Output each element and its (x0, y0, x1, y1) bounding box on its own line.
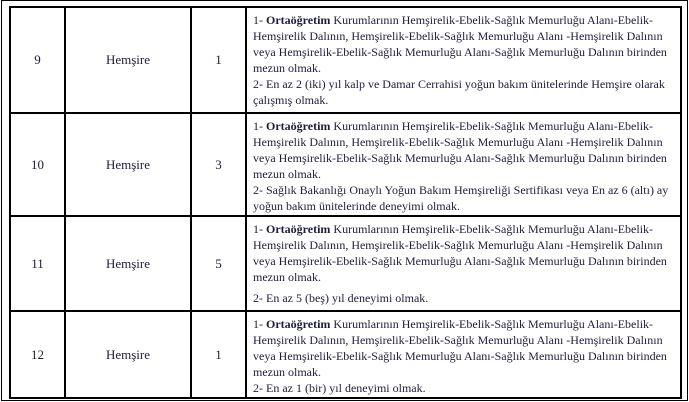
cell-requirements (246, 113, 681, 216)
requirement-1-number: 1- (253, 222, 266, 236)
requirements-wrap (253, 316, 673, 393)
requirements-wrap (253, 12, 673, 108)
requirement-2: 2- En az 1 (bir) yıl deneyimi olmak. (253, 381, 426, 395)
requirement-1-bold-term: Ortaöğretim (266, 317, 331, 331)
cell-position-title: Hemşire (65, 7, 191, 113)
requirement-1 (253, 118, 673, 182)
requirement-1-text: Kurumlarının Hemşirelik-Ebelik-Sağlık Memurluğu Alanı-Ebelik-Hemşirelik Dalının, Hemşirelik-Ebelik-Sağlık Memurluğu Alanı -Hemşirelik Dalının veya Hemşirelik-Ebelik-Sağlık Memurluğu Alanı-Sağlık Memurluğu Dalının birinden mezun olmak. (253, 13, 667, 75)
job-requirements-table (9, 6, 682, 399)
requirement-1-bold-term: Ortaöğretim (266, 222, 331, 236)
cell-position-title: Hemşire (65, 113, 191, 216)
cell-row-number: 12 (10, 311, 65, 398)
requirement-1-number: 1- (253, 119, 266, 133)
requirement-1-text: Kurumlarının Hemşirelik-Ebelik-Sağlık Memurluğu Alanı-Ebelik-Hemşirelik Dalının, Hemşirelik-Ebelik-Sağlık Memurluğu Alanı -Hemşirelik Dalının veya Hemşirelik-Ebelik-Sağlık Memurluğu Alanı-Sağlık Memurluğu Dalının birinden mezun olmak. (253, 222, 667, 284)
cell-position-count: 3 (191, 113, 246, 216)
table-row (10, 113, 681, 216)
page-frame (1, 0, 688, 401)
requirement-1-bold-term: Ortaöğretim (266, 119, 331, 133)
table-row (10, 216, 681, 311)
table-row (10, 7, 681, 113)
requirement-2: 2- En az 2 (iki) yıl kalp ve Damar Cerrahisi yoğun bakım ünitelerinde Hemşire olarak çalışmış olmak. (253, 77, 665, 107)
requirement-1-number: 1- (253, 13, 266, 27)
cell-position-count: 1 (191, 7, 246, 113)
requirement-1 (253, 221, 673, 285)
requirement-1-text: Kurumlarının Hemşirelik-Ebelik-Sağlık Memurluğu Alanı-Ebelik-Hemşirelik Dalının, Hemşirelik-Ebelik-Sağlık Memurluğu Alanı -Hemşirelik Dalının veya Hemşirelik-Ebelik-Sağlık Memurluğu Alanı-Sağlık Memurluğu Dalının birinden mezun olmak. (253, 317, 667, 379)
requirement-2: 2- En az 5 (beş) yıl deneyimi olmak. (253, 291, 429, 305)
cell-requirements (246, 7, 681, 113)
cell-requirements (246, 216, 681, 311)
requirement-1 (253, 316, 673, 380)
requirement-1-text: Kurumlarının Hemşirelik-Ebelik-Sağlık Memurluğu Alanı-Ebelik-Hemşirelik Dalının, Hemşirelik-Ebelik-Sağlık Memurluğu Alanı -Hemşirelik Dalının veya Hemşirelik-Ebelik-Sağlık Memurluğu Alanı-Sağlık Memurluğu Dalının birinden mezun olmak. (253, 119, 667, 181)
table-body (10, 7, 681, 398)
table-row (10, 311, 681, 398)
requirements-wrap (253, 118, 673, 211)
requirement-1-bold-term: Ortaöğretim (266, 13, 331, 27)
cell-row-number: 10 (10, 113, 65, 216)
cell-position-count: 1 (191, 311, 246, 398)
cell-row-number: 11 (10, 216, 65, 311)
cell-position-title: Hemşire (65, 216, 191, 311)
cell-position-title: Hemşire (65, 311, 191, 398)
requirements-wrap (253, 221, 673, 306)
cell-position-count: 5 (191, 216, 246, 311)
requirement-2: 2- Sağlık Bakanlığı Onaylı Yoğun Bakım Hemşireliği Sertifikası veya En az 6 (altı) ay yoğun bakım ünitelerinde deneyimi olmak. (253, 183, 669, 213)
cell-row-number: 9 (10, 7, 65, 113)
requirement-1-number: 1- (253, 317, 266, 331)
cell-requirements (246, 311, 681, 398)
requirement-1 (253, 12, 673, 76)
